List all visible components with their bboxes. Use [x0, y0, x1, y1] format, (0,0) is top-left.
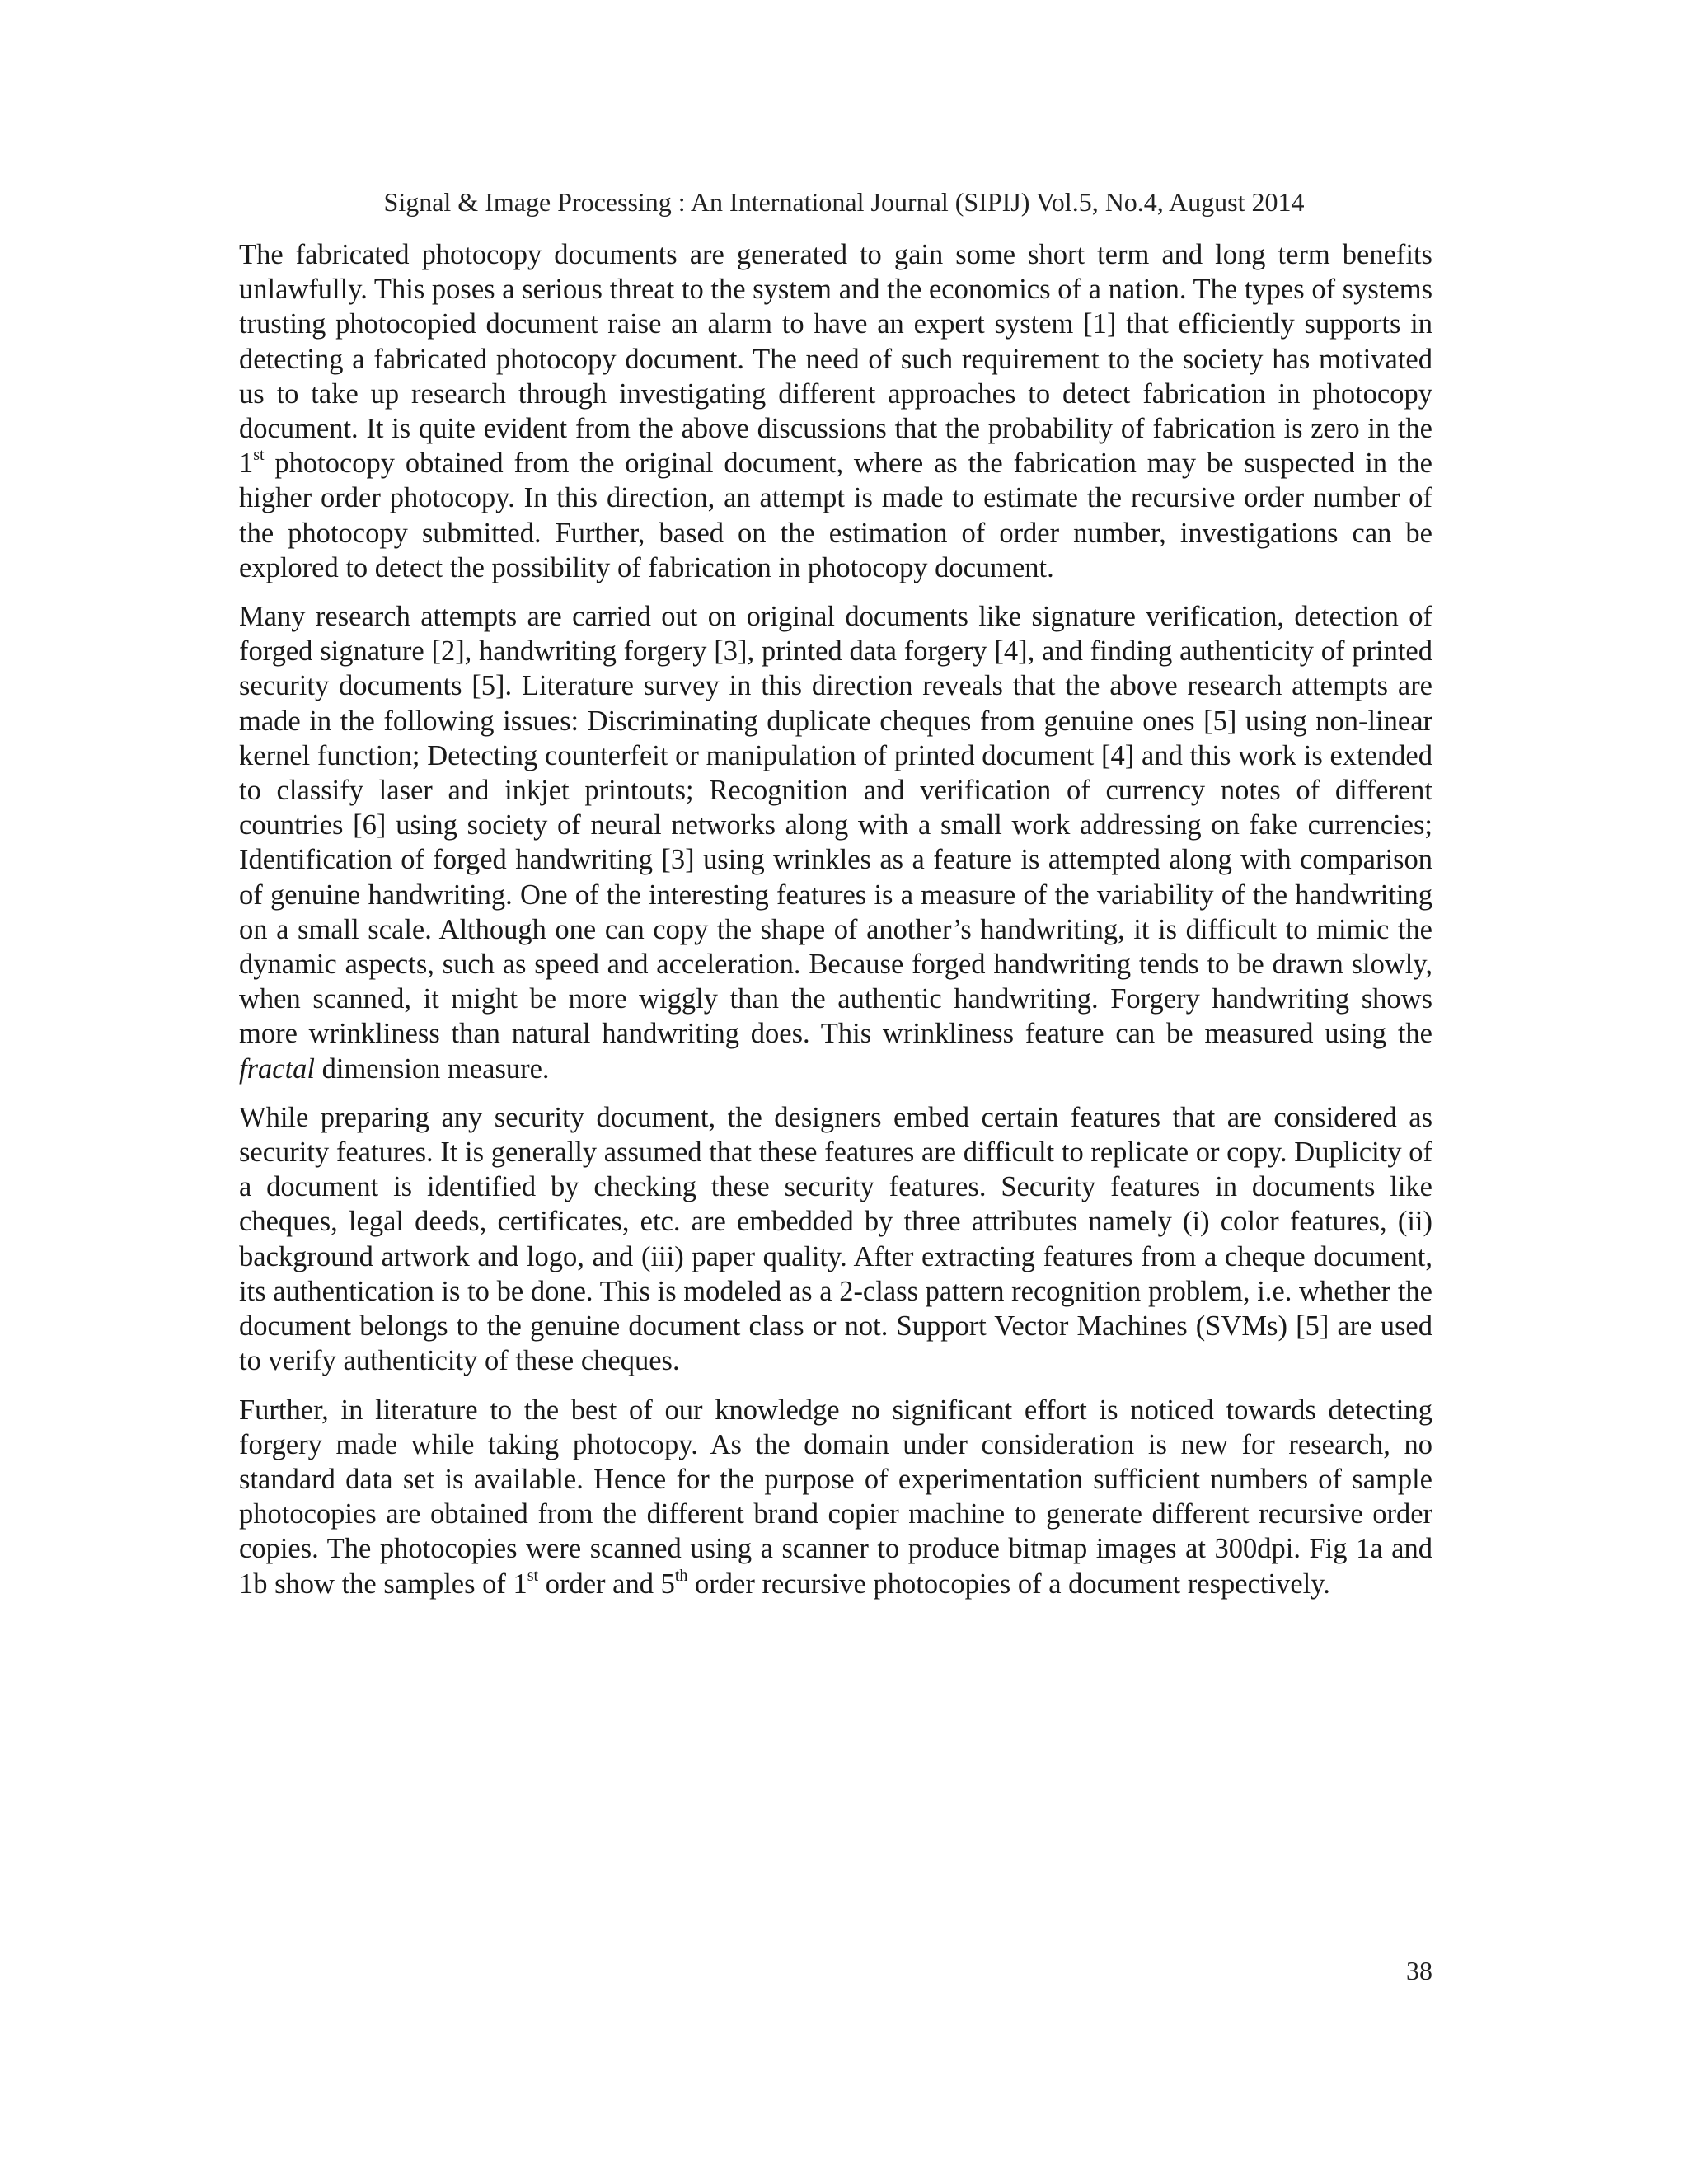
paragraph-1	[239, 237, 1432, 585]
superscript-st: st	[527, 1566, 539, 1585]
italic-term-fractal: fractal	[239, 1052, 315, 1085]
paragraph-4-text-a: Further, in literature to the best of our knowledge no significant effort is noticed towards detecting forgery made while taking photocopy. As the domain under consideration is new for research, no standard data set is available. Hence for the purpose of experimentation sufficient numbers of sample photocopies are obtained from the different brand copier machine to generate different recursive order copies. The photocopies were scanned using a scanner to produce bitmap images at 300dpi. Fig 1a and 1b show the samples of 1	[239, 1394, 1432, 1600]
paragraph-3	[239, 1100, 1432, 1379]
body-text	[239, 237, 1432, 1615]
running-header: Signal & Image Processing : An International Journal (SIPIJ) Vol.5, No.4, August 2014	[383, 187, 1305, 217]
page-number: 38	[1406, 1956, 1432, 1985]
paragraph-2	[239, 599, 1432, 1086]
superscript-th: th	[674, 1566, 688, 1585]
paragraph-3-text: While preparing any security document, the designers embed certain features that are considered as security features. It is generally assumed that these features are difficult to replicate or copy. Duplicity of a document is identified by checking these security features. Security features in documents like cheques, legal deeds, certificates, etc. are embedded by three attributes namely (i) color features, (ii) background artwork and logo, and (iii) paper quality. After extracting features from a cheque document, its authentication is to be done. This is modeled as a 2-class pattern recognition problem, i.e. whether the document belongs to the genuine document class or not. Support Vector Machines (SVMs) [5] are used to verify authenticity of these cheques.	[239, 1101, 1432, 1377]
superscript-st: st	[253, 446, 265, 465]
paragraph-4-text-c: order recursive photocopies of a document respectively.	[687, 1568, 1330, 1600]
paragraph-4	[239, 1393, 1432, 1601]
paragraph-2-text-a: Many research attempts are carried out on original documents like signature verification, detection of forged signature [2], handwriting forgery [3], printed data forgery [4], and finding authenticity of printed security documents [5]. Literature survey in this direction reveals that the above research attempts are made in the following issues: Discriminating duplicate cheques from genuine ones [5] using non-linear kernel function; Detecting counterfeit or manipulation of printed document [4] and this work is extended to classify laser and inkjet printouts; Recognition and verification of currency notes of different countries [6] using society of neural networks along with a small work addressing on fake currencies; Identification of forged handwriting [3] using wrinkles as a feature is attempted along with comparison of genuine handwriting. One of the interesting features is a measure of the variability of the handwriting on a small scale. Although one can copy the shape of another’s handwriting, it is difficult to mimic the dynamic aspects, such as speed and acceleration. Because forged handwriting tends to be drawn slowly, when scanned, it might be more wiggly than the authentic handwriting. Forgery handwriting shows more wrinkliness than natural handwriting does. This wrinkliness feature can be measured using the	[239, 601, 1432, 1050]
paragraph-1-text-a: The fabricated photocopy documents are generated to gain some short term and long term benefits unlawfully. This poses a serious threat to the system and the economics of a nation. The types of systems trusting photocopied document raise an alarm to have an expert system [1] that efficiently supports in detecting a fabricated photocopy document. The need of such requirement to the society has motivated us to take up research through investigating different approaches to detect fabrication in photocopy document. It is quite evident from the above discussions that the probability of fabrication is zero in the 1	[239, 239, 1432, 480]
paragraph-1-text-b: photocopy obtained from the original document, where as the fabrication may be suspected in the higher order photocopy. In this direction, an attempt is made to estimate the recursive order number of the photocopy submitted. Further, based on the estimation of order number, investigations can be explored to detect the possibility of fabrication in photocopy document.	[239, 448, 1432, 583]
paragraph-2-text-b: dimension measure.	[315, 1052, 550, 1085]
paragraph-4-text-b: order and 5	[538, 1568, 675, 1600]
